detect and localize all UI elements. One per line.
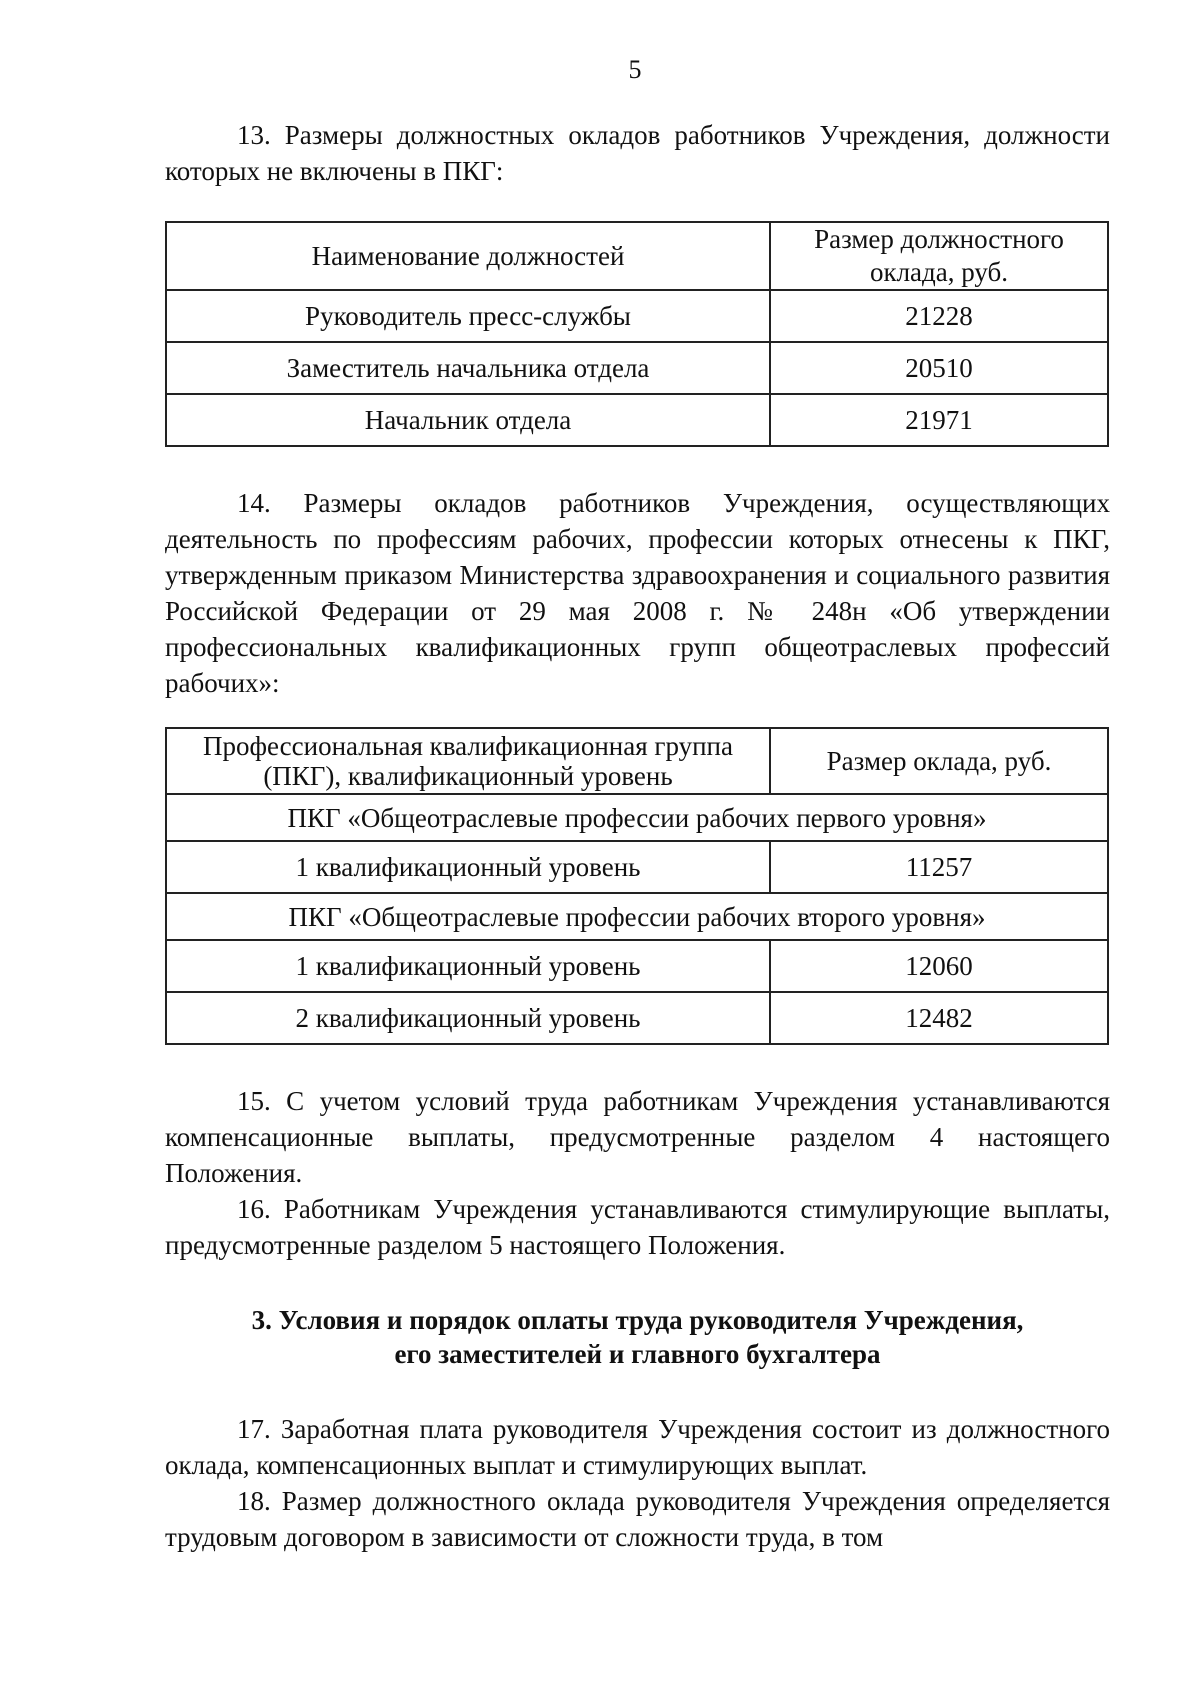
paragraph-15: 15. С учетом условий труда работникам Учреждения устанавливаются компенсационные выплаты, предусмотренные разделом 4 настоящего Положения. <box>165 1086 1110 1188</box>
page-number: 5 <box>628 55 642 84</box>
column-header-salary: Размер должностного оклада, руб. <box>770 222 1108 290</box>
position-name: Руководитель пресс-службы <box>166 290 770 342</box>
table-row <box>166 394 1108 446</box>
paragraph-13: 13. Размеры должностных окладов работников Учреждения, должности которых не включены в ПКГ: <box>165 120 1110 186</box>
pkg-group-title: ПКГ «Общеотраслевые профессии рабочих второго уровня» <box>166 893 1108 940</box>
qualification-level: 1 квалификационный уровень <box>166 841 770 893</box>
table-row <box>166 342 1108 394</box>
document-body <box>165 117 1110 1555</box>
qualification-level: 2 квалификационный уровень <box>166 992 770 1044</box>
section-heading-line: его заместителей и главного бухгалтера <box>394 1339 881 1369</box>
pkg-group-title: ПКГ «Общеотраслевые профессии рабочих первого уровня» <box>166 794 1108 841</box>
salary-value: 11257 <box>770 841 1108 893</box>
salary-value: 12482 <box>770 992 1108 1044</box>
positions-salary-table <box>165 221 1109 447</box>
salary-value: 21971 <box>770 394 1108 446</box>
position-name: Заместитель начальника отдела <box>166 342 770 394</box>
pkg-group-row <box>166 794 1108 841</box>
qualification-level: 1 квалификационный уровень <box>166 940 770 992</box>
section-heading-line: 3. Условия и порядок оплаты труда руководителя Учреждения, <box>251 1305 1024 1335</box>
table-header-row <box>166 728 1108 794</box>
paragraph-14: 14. Размеры окладов работников Учреждения, осуществляющих деятельность по профессиям рабочих, профессии которых отнесены к ПКГ, утвержденным приказом Министерства здравоохранения и социального развития Российской Федерации от 29 мая 2008 г. № 248н «Об утверждении профессиональных квалификационных групп общеотраслевых профессий рабочих»: <box>165 488 1110 698</box>
column-header-pkg: Профессиональная квалификационная группа (ПКГ), квалификационный уровень <box>166 728 770 794</box>
pkg-salary-table <box>165 727 1109 1045</box>
salary-value: 12060 <box>770 940 1108 992</box>
table-row <box>166 290 1108 342</box>
pkg-group-row <box>166 893 1108 940</box>
salary-value: 21228 <box>770 290 1108 342</box>
table-row <box>166 940 1108 992</box>
salary-value: 20510 <box>770 342 1108 394</box>
paragraph-18: 18. Размер должностного оклада руководителя Учреждения определяется трудовым договором в зависимости от сложности труда, в том <box>165 1486 1110 1552</box>
paragraph-16: 16. Работникам Учреждения устанавливаются стимулирующие выплаты, предусмотренные разделом 5 настоящего Положения. <box>165 1194 1110 1260</box>
column-header-position: Наименование должностей <box>166 222 770 290</box>
table-header-row <box>166 222 1108 290</box>
position-name: Начальник отдела <box>166 394 770 446</box>
paragraph-17: 17. Заработная плата руководителя Учреждения состоит из должностного оклада, компенсационных выплат и стимулирующих выплат. <box>165 1414 1110 1480</box>
section-3-heading <box>165 1303 1110 1371</box>
column-header-salary: Размер оклада, руб. <box>770 728 1108 794</box>
table-row <box>166 841 1108 893</box>
table-row <box>166 992 1108 1044</box>
